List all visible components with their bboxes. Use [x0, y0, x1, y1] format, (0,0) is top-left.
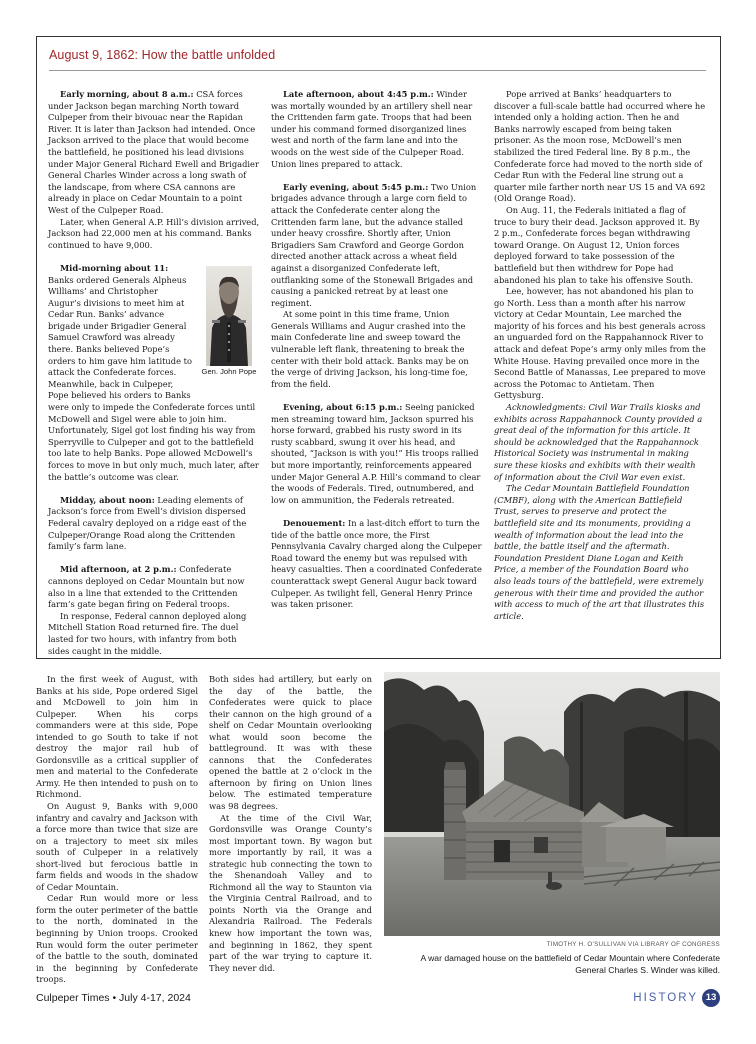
entry-text: Banks ordered Generals Alpheus Williams’ and Christopher Augur’s divisions to meet him at Cedar Run. Banks’ advance brigade under Brigadier General Samuel Crawford was already there. Banks believed Pope’s orders to him gave him latitude to attack the Confederate forces. Meanwhile, back in Culpeper, Pope believed his orders to Banks were only to impede the Confederate forces until McDowell and Sigel were able to join him. Unfortunately, Sigel got lost finding his way from Sperryville to Culpeper and got to the battlefield too late to help Banks. Pope allowed McDowell’s forces to move in but only much, much later, after the battle’s outcome was clear.	[48, 274, 259, 482]
timeline-sidebar-box	[36, 36, 721, 659]
entry-text: Pope arrived at Banks’ headquarters to discover a full-scale battle had occurred where he intended only a holding action. Then he and Banks narrowly escaped from being taken prisoner. As the moon rose, McDowell’s men stabilized the tired Federal line. By 8 p.m., the Confederate force had moved to the north side of Cedar Run with the Federal line strung out a quarter mile farther north near US 15 and VA 692 (Old Orange Road).	[494, 89, 706, 204]
entry-text: Seeing panicked men streaming toward him, Jackson spurred his horse forward, grabbed his rusty sword in its rusty scabbard, swung it over his head, and shouted, “Jackson is with you!” His troops rallied but more importantly, reinforcements appeared under Major General A.P. Hill’s command to clear the woods of Federals. Tired, outnumbered, and low on ammunition, the Federals retreated.	[271, 402, 481, 505]
entry-text: Leading elements of Jackson’s force from Ewell’s division dispersed Federal cavalry deployed on a ridge east of the Culpeper/Orange Road along the Crittenden family’s farm lane.	[48, 494, 247, 552]
entry-text: Lee, however, has not abandoned his plan to go North. Less than a month after his narrow victory at Cedar Mountain, Lee marched the majority of his forces and his best generals across an unguarded ford on the Rappahannock River to attack and defeat Pope’s army only miles from the White House. Having prevailed once more in the Second Battle of Manassas, Lee prepared to move across the Potomac to Antietam. Then Gettysburg.	[494, 286, 706, 401]
acknowledgments-text: Acknowledgments: Civil War Trails kiosks and exhibits across Rappahannock County provided a great deal of the information for this article. It should be acknowledged that the Rappahannock Historical Society was instrumental in making sure these kiosks and exhibits with their wealth of information about the Civil War even exist.	[494, 402, 703, 482]
pope-caption: Gen. John Pope	[201, 366, 257, 376]
entry-time: Early morning, about 8 a.m.:	[60, 89, 194, 99]
entry-text: Two Union brigades advance through a large corn field to attack the Confederate center along the Crittenden farm lane, but the advance stalled under heavy crossfire. Shortly after, Union Brigadiers Sam Crawford and George Gordon directed another attack across a wheat field against a disorganized Confederate left, outflanking some of the Stonewall Brigades and causing a panicked retreat by at least one regiment.	[271, 181, 477, 308]
entry-text: Winder was mortally wounded by an artillery shell near the Crittenden farm gate. Troops that had been under his command formed disorganized lines west and north of the farm lane and into the woods on the west side of the Culpeper Road. Union lines prepared to attack.	[271, 89, 473, 169]
article-paragraph: In the first week of August, with Banks at his side, Pope ordered Sigel and McDowell to join him in Culpeper. When his corps commanders were at this side, Pope intended to go South to take if not destroy the major rail hub of Gordonsville as a critical supplier of men and material to the Confederate Army. He then intended to push on to Richmond.	[36, 674, 198, 800]
photo-credit: TIMOTHY H. O’SULLIVAN VIA LIBRARY OF CONGRESS	[546, 941, 720, 948]
sidebar-title: August 9, 1862: How the battle unfolded	[49, 48, 276, 62]
sidebar-column-2	[271, 89, 483, 611]
article-paragraph: On August 9, Banks with 9,000 infantry and cavalry and Jackson with a force more than twice that size are on a trajectory to meet six miles south of Culpeper in a relatively short-lived but ferocious battle in farm fields and woods in the shadow of Cedar Mountain.	[36, 801, 198, 892]
article-column-1	[36, 674, 198, 986]
article-paragraph: At the time of the Civil War, Gordonsville was Orange County’s most important town. By wagon but more importantly by rail, it was a strategic hub connecting the town to the Shenandoah Valley and to Richmond all the way to Staunton via the Virginia Central Railroad, and to points North via the Orange and Alexandria Railroad. The Federals knew how important the town was, and beginning in 1862, they spent part of the war trying to capture it. They never did.	[209, 812, 372, 973]
entry-text: At some point in this time frame, Union Generals Williams and Augur crashed into the main Confederate line and sweep toward the vulnerable left flank, threatening to break the center with their bold attack. Banks may be on the verge of driving Jackson, his long-time foe, from the field.	[271, 309, 469, 389]
entry-time: Evening, about 6:15 p.m.:	[283, 402, 403, 413]
page-number-badge: 13	[702, 989, 720, 1007]
article-column-2	[209, 674, 372, 974]
sidebar-column-1	[48, 89, 260, 657]
section-label: HISTORY	[633, 992, 698, 1004]
sidebar-title-rule	[49, 70, 706, 71]
entry-text: On Aug. 11, the Federals initiated a flag of truce to bury their dead. Jackson approved it. By 2 p.m., Confederate forces began withdrawing toward Orange. On August 12, Union forces deployed forward to take possession of the battlefield but then withdrew for Pope had abandoned his plan to take his offensive South.	[494, 204, 700, 285]
photo-caption: A war damaged house on the battlefield of Cedar Mountain where Confederate General Charles S. Winder was killed.	[420, 953, 720, 975]
publication-footer: Culpeper Times • July 4-17, 2024	[36, 992, 191, 1004]
war-damaged-house-photo	[384, 672, 720, 936]
sidebar-column-3	[494, 89, 706, 622]
entry-text: In a last-ditch effort to turn the tide of the battle once more, the First Pennsylvania Cavalry charged along the Culpeper Road toward the enemy but was repulsed with heavy casualties. Then a coordinated Confederate counterattack swept General Augur back toward Culpeper. As twilight fell, General Henry Prince was taken prisoner.	[271, 517, 482, 610]
section-footer	[633, 989, 720, 1007]
entry-time: Denouement:	[283, 517, 346, 528]
entry-text: Confederate cannons deployed on Cedar Mountain but now also in a line that extended to the Crittenden farm’s gate began firing on Federal troops.	[48, 564, 245, 610]
entry-time: Mid-morning about 11:	[60, 262, 169, 273]
entry-text: In response, Federal cannon deployed along Mitchell Station Road returned fire. The duel lasted for two hours, with infantry from both sides caught in the middle.	[48, 610, 247, 656]
entry-time: Late afternoon, about 4:45 p.m.:	[283, 89, 434, 99]
article-paragraph: Cedar Run would more or less form the outer perimeter of the battle to the north, dominated in the beginning by Union troops. Crooked Run would form the outer perimeter of the battle to the south, dominated in the beginning by Confederate troops.	[36, 893, 198, 985]
entry-text: Later, when General A.P. Hill’s division arrived, Jackson had 22,000 men at his command. Banks continued to have 9,000.	[48, 216, 260, 250]
entry-text: CSA forces under Jackson began marching North toward Culpeper from their bivouac near the Rapidan River. It is later than Jackson had intended. Once Jackson arrived to the place that would become the battlefield, he positioned his lead divisions under Major General Richard Ewell and Brigadier General Charles Winder across a long swath of the landscape, from where CSA cannons are already in place on Cedar Mountain to a point West of the Culpeper Road.	[48, 89, 259, 215]
entry-time: Early evening, about 5:45 p.m.:	[283, 181, 429, 192]
pope-portrait-image	[206, 266, 252, 366]
foundation-credit-text: The Cedar Mountain Battlefield Foundation (CMBF), along with the American Battlefield Trust, serves to preserve and protect the battlefield site and its monuments, providing a wealth of information about the lead into the battle, the battle itself and the aftermath. Foundation President Diane Logan and Keith Price, a member of the Foundation Board who also leads tours of the battlefield, were extremely generous with their time and provided the author with access to much of the art that illustrates this article.	[494, 483, 705, 621]
entry-time: Mid afternoon, at 2 p.m.:	[60, 564, 177, 575]
entry-time: Midday, about noon:	[60, 494, 155, 505]
article-paragraph: Both sides had artillery, but early on the day of the battle, the Confederates were quick to place their cannon on the high ground of a shelf on Cedar Mountain overlooking what would soon become the battleground. It was with these cannons that the Confederates opened the battle at 2 o’clock in the afternoon by firing on Union lines below. The estimated temperature was 98 degrees.	[209, 674, 372, 812]
pope-portrait	[198, 266, 260, 390]
